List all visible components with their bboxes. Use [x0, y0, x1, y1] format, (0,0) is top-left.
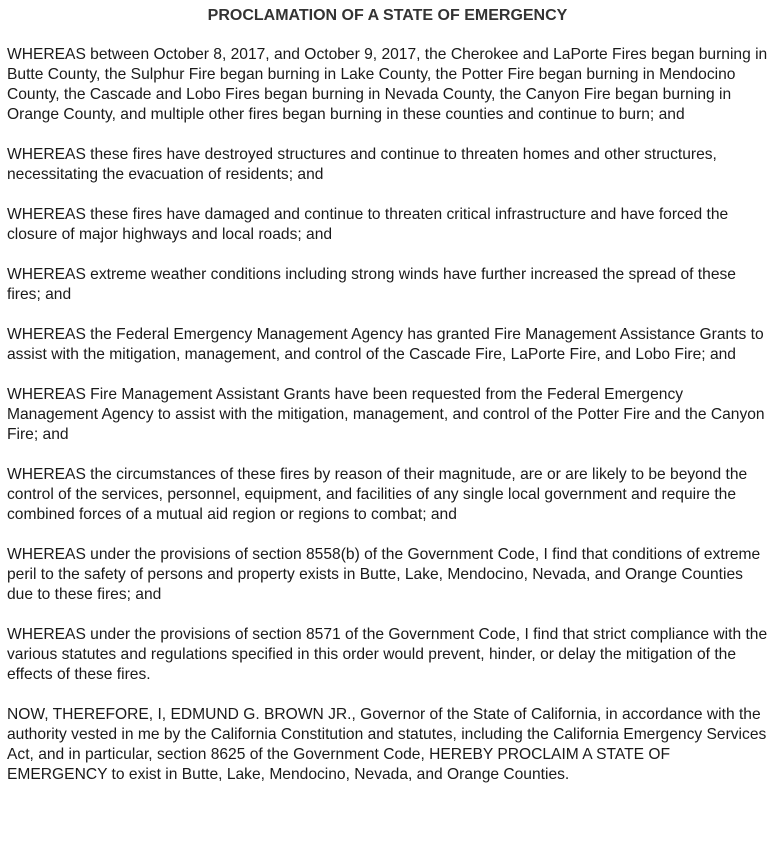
paragraph-whereas-weather: WHEREAS extreme weather conditions including strong winds have further increased the spread of these fires; and: [7, 266, 736, 303]
paragraph-whereas-fema-requested: WHEREAS Fire Management Assistant Grants have been requested from the Federal Emergency Management Agency to assist with the mitigation, management, and control of the Potter Fire and the Canyon Fire; and: [7, 386, 765, 443]
page-title: PROCLAMATION OF A STATE OF EMERGENCY: [207, 7, 568, 24]
paragraph-whereas-magnitude: WHEREAS the circumstances of these fires by reason of their magnitude, are or are likely to be beyond the control of the services, personnel, equipment, and facilities of any single local government and require the combined forces of a mutual aid region or regions to combat; and: [7, 466, 748, 523]
paragraph-whereas-section-8558: WHEREAS under the provisions of section 8558(b) of the Government Code, I find that conditions of extreme peril to the safety of persons and property exists in Butte, Lake, Mendocino, Nevada, and Orange Counties due to these fires; and: [7, 546, 761, 603]
paragraph-whereas-structures: WHEREAS these fires have destroyed structures and continue to threaten homes and other structures, necessitating the evacuation of residents; and: [7, 146, 717, 183]
paragraph-whereas-fema-granted: WHEREAS the Federal Emergency Management Agency has granted Fire Management Assistance Grants to assist with the mitigation, management, and control of the Cascade Fire, LaPorte Fire, and Lobo Fire; and: [7, 326, 764, 363]
paragraph-proclamation: NOW, THEREFORE, I, EDMUND G. BROWN JR., Governor of the State of California, in accordance with the authority vested in me by the California Constitution and statutes, including the California Emergency Services Act, and in particular, section 8625 of the Government Code, HEREBY PROCLAIM A STATE OF EMERGENCY to exist in Butte, Lake, Mendocino, Nevada, and Orange Counties.: [7, 706, 767, 783]
paragraph-whereas-section-8571: WHEREAS under the provisions of section 8571 of the Government Code, I find that strict compliance with the various statutes and regulations specified in this order would prevent, hinder, or delay the mitigation of the effects of these fires.: [7, 626, 768, 683]
paragraph-whereas-infrastructure: WHEREAS these fires have damaged and continue to threaten critical infrastructure and have forced the closure of major highways and local roads; and: [7, 206, 729, 243]
paragraph-whereas-fires-began: WHEREAS between October 8, 2017, and October 9, 2017, the Cherokee and LaPorte Fires began burning in Butte County, the Sulphur Fire began burning in Lake County, the Potter Fire began burning in Mendocino County, the Cascade and Lobo Fires began burning in Nevada County, the Canyon Fire began burning in Orange County, and multiple other fires began burning in these counties and continue to burn; and: [7, 46, 768, 123]
